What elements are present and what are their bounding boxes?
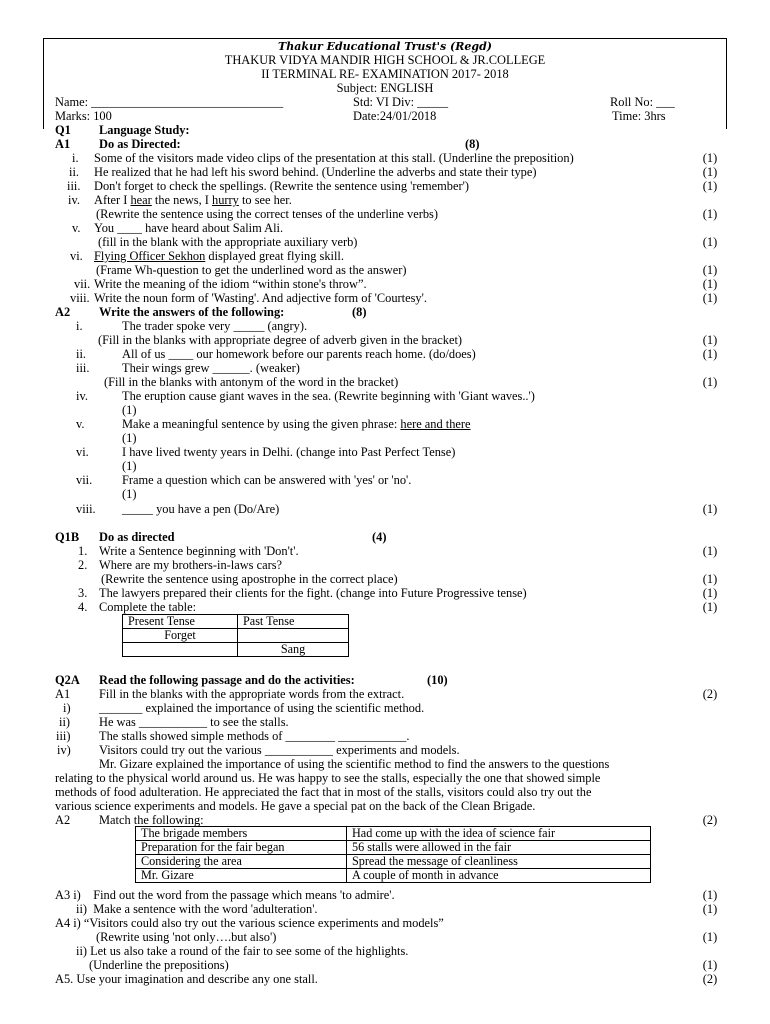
mark: (1) <box>702 165 718 179</box>
q2a-a1-text: Fill in the blanks with the appropriate words from the extract. <box>99 687 405 701</box>
a2-item-iv-num: iv. <box>76 389 88 403</box>
a4-i: A4 i) “Visitors could also try out the various science experiments and models” <box>55 916 444 930</box>
a2-item-iii: Their wings grew ______. (weaker) <box>122 361 300 375</box>
a1-item-iii-num: iii. <box>67 179 81 193</box>
q1b-item-1-num: 1. <box>78 544 88 558</box>
q2a-a2-text: Match the following: <box>99 813 204 827</box>
match-left: Considering the area <box>136 855 347 869</box>
exam-title: II TERMINAL RE- EXAMINATION 2017- 2018 <box>261 67 509 81</box>
exam-date: Date:24/01/2018 <box>353 109 437 123</box>
fill-iii: The stalls showed simple methods of ________ ___________. <box>99 729 410 743</box>
tense-header-present: Present Tense <box>123 615 238 629</box>
mark: (2) <box>702 972 718 986</box>
passage-line: relating to the physical world around us. He was happy to see the stalls, especially the one that showed simple <box>55 771 601 785</box>
roll-no: Roll No: ___ <box>610 95 675 109</box>
mark: (1) <box>702 375 718 389</box>
mark: (1) <box>702 502 718 516</box>
a2-item-v-num: v. <box>76 417 85 431</box>
mark: (1) <box>702 207 718 221</box>
a1-item-vii-num: vii. <box>74 277 91 291</box>
mark: (1) <box>702 179 718 193</box>
exam-time: Time: 3hrs <box>612 109 666 123</box>
a1-item-viii: Write the noun form of 'Wasting'. And adjective form of 'Courtesy'. <box>94 291 427 305</box>
q1b-item-2: Where are my brothers-in-laws cars? <box>99 558 283 572</box>
mark: (1) <box>702 291 718 305</box>
q1-number: Q1 <box>55 123 71 137</box>
a2-item-vii: Frame a question which can be answered with 'yes' or 'no'. <box>122 473 412 487</box>
fill-iv-num: iv) <box>57 743 71 757</box>
match-right: Spread the message of cleanliness <box>347 855 651 869</box>
mark: (1) <box>702 263 718 277</box>
a2-item-iii-instruction: (Fill in the blanks with antonym of the word in the bracket) <box>104 375 399 389</box>
a1-item-v-instruction: (fill in the blank with the appropriate auxiliary verb) <box>98 235 358 249</box>
a4-ii: ii) Let us also take a round of the fair to see some of the highlights. <box>76 944 409 958</box>
q1b-marks: (4) <box>372 530 387 544</box>
mark: (1) <box>702 958 718 972</box>
a1-item-vi: Flying Officer Sekhon displayed great flying skill. <box>94 249 344 263</box>
mark: (1) <box>122 431 137 445</box>
a1-item-vi-instruction: (Frame Wh-question to get the underlined word as the answer) <box>96 263 407 277</box>
a1-item-v-num: v. <box>72 221 81 235</box>
a1-title: Do as Directed: <box>99 137 181 151</box>
mark: (2) <box>702 687 718 701</box>
a1-item-iv: After I hear the news, I hurry to see her. <box>94 193 292 207</box>
subject: Subject: ENGLISH <box>336 81 434 95</box>
match-right: A couple of month in advance <box>347 869 651 883</box>
mark: (1) <box>122 459 137 473</box>
a1-item-iii: Don't forget to check the spellings. (Rewrite the sentence using 'remember') <box>94 179 469 193</box>
q2a-title: Read the following passage and do the activities: <box>99 673 355 687</box>
a2-item-iv: The eruption cause giant waves in the sea. (Rewrite beginning with 'Giant waves..') <box>122 389 535 403</box>
q1b-item-2-num: 2. <box>78 558 88 572</box>
mark: (1) <box>122 403 137 417</box>
a2-item-ii: All of us ____ our homework before our parents reach home. (do/does) <box>122 347 476 361</box>
mark: (1) <box>702 544 718 558</box>
mark: (1) <box>702 277 718 291</box>
mark: (1) <box>702 586 718 600</box>
q1-title: Language Study: <box>99 123 190 137</box>
a1-item-vii: Write the meaning of the idiom “within stone's throw”. <box>94 277 367 291</box>
a1-marks: (8) <box>465 137 480 151</box>
a2-number: A2 <box>55 305 71 319</box>
a2-item-iii-num: iii. <box>76 361 90 375</box>
passage-line: various science experiments and models. He gave a special pat on the back of the Clean Brigade. <box>55 799 536 813</box>
q1b-title: Do as directed <box>99 530 175 544</box>
a4-i-instruction: (Rewrite using 'not only….but also') <box>96 930 277 944</box>
a2-item-vii-num: vii. <box>76 473 93 487</box>
a2-item-i: The trader spoke very _____ (angry). <box>122 319 308 333</box>
name-field: Name: _______________________________ <box>55 95 284 109</box>
q1b-item-3: The lawyers prepared their clients for the fight. (change into Future Progressive tense) <box>99 586 527 600</box>
a2-item-viii: _____ you have a pen (Do/Are) <box>122 502 280 516</box>
match-table <box>135 826 651 883</box>
a2-item-i-num: i. <box>76 319 83 333</box>
mark: (1) <box>702 333 718 347</box>
a1-item-ii-num: ii. <box>69 165 79 179</box>
total-marks: Marks: 100 <box>55 109 112 123</box>
q2a-a2-number: A2 <box>55 813 71 827</box>
q2a-a1-number: A1 <box>55 687 71 701</box>
mark: (1) <box>702 572 718 586</box>
q1b-number: Q1B <box>55 530 80 544</box>
q1b-item-2-instruction: (Rewrite the sentence using apostrophe in the correct place) <box>101 572 398 586</box>
a1-item-viii-num: viii. <box>70 291 90 305</box>
a2-item-i-instruction: (Fill in the blanks with appropriate degree of adverb given in the bracket) <box>98 333 463 347</box>
a5: A5. Use your imagination and describe any one stall. <box>55 972 318 986</box>
fill-iii-num: iii) <box>56 729 71 743</box>
passage-line: methods of food adulteration. He appreciated the fact that in most of the stalls, visitors could also try out the <box>55 785 592 799</box>
trust-name: Thakur Educational Trust's (Regd) <box>278 40 492 53</box>
a2-item-vi: I have lived twenty years in Delhi. (change into Past Perfect Tense) <box>122 445 456 459</box>
school-name: THAKUR VIDYA MANDIR HIGH SCHOOL & JR.COLLEGE <box>224 53 546 67</box>
match-left: Preparation for the fair began <box>136 841 347 855</box>
a1-item-iv-num: iv. <box>68 193 80 207</box>
q1b-item-3-num: 3. <box>78 586 88 600</box>
a2-title: Write the answers of the following: <box>99 305 285 319</box>
a1-item-iv-instruction: (Rewrite the sentence using the correct tenses of the underline verbs) <box>96 207 438 221</box>
match-right: 56 stalls were allowed in the fair <box>347 841 651 855</box>
mark: (2) <box>702 813 718 827</box>
mark: (1) <box>702 235 718 249</box>
match-left: Mr. Gizare <box>136 869 347 883</box>
tense-cell: Sang <box>238 643 349 657</box>
mark: (1) <box>702 902 718 916</box>
mark: (1) <box>702 930 718 944</box>
q2a-number: Q2A <box>55 673 80 687</box>
passage-line: Mr. Gizare explained the importance of using the scientific method to find the answers to the questions <box>99 757 610 771</box>
a1-item-ii: He realized that he had left his sword behind. (Underline the adverbs and state their type) <box>94 165 537 179</box>
a2-item-viii-num: viii. <box>76 502 96 516</box>
a3-i: A3 i) Find out the word from the passage which means 'to admire'. <box>55 888 395 902</box>
tense-cell: Forget <box>123 629 238 643</box>
q1b-item-1: Write a Sentence beginning with 'Don't'. <box>99 544 299 558</box>
fill-i-num: i) <box>63 701 71 715</box>
fill-ii: He was ___________ to see the stalls. <box>99 715 289 729</box>
std-div: Std: VI Div: _____ <box>353 95 449 109</box>
a2-item-ii-num: ii. <box>76 347 86 361</box>
tense-cell <box>123 643 238 657</box>
a2-item-vi-num: vi. <box>76 445 89 459</box>
q2a-marks: (10) <box>427 673 448 687</box>
a2-item-v: Make a meaningful sentence by using the given phrase: here and there <box>122 417 471 431</box>
a1-item-i-num: i. <box>72 151 79 165</box>
mark: (1) <box>702 151 718 165</box>
mark: (1) <box>122 487 137 501</box>
mark: (1) <box>702 600 718 614</box>
a2-marks: (8) <box>352 305 367 319</box>
fill-i: _______ explained the importance of using the scientific method. <box>99 701 425 715</box>
a1-number: A1 <box>55 137 71 151</box>
a1-item-vi-num: vi. <box>70 249 83 263</box>
mark: (1) <box>702 888 718 902</box>
a3-ii: ii) Make a sentence with the word 'adulteration'. <box>76 902 318 916</box>
tense-header-past: Past Tense <box>238 615 349 629</box>
match-right: Had come up with the idea of science fair <box>347 827 651 841</box>
fill-iv: Visitors could try out the various ___________ experiments and models. <box>99 743 460 757</box>
q1b-item-4: Complete the table: <box>99 600 197 614</box>
tense-table <box>122 614 349 657</box>
q1b-item-4-num: 4. <box>78 600 88 614</box>
a1-item-v: You ____ have heard about Salim Ali. <box>94 221 284 235</box>
a4-ii-instruction: (Underline the prepositions) <box>89 958 229 972</box>
match-left: The brigade members <box>136 827 347 841</box>
fill-ii-num: ii) <box>59 715 71 729</box>
mark: (1) <box>702 347 718 361</box>
tense-cell <box>238 629 349 643</box>
a1-item-i: Some of the visitors made video clips of the presentation at this stall. (Underline the preposition) <box>94 151 574 165</box>
